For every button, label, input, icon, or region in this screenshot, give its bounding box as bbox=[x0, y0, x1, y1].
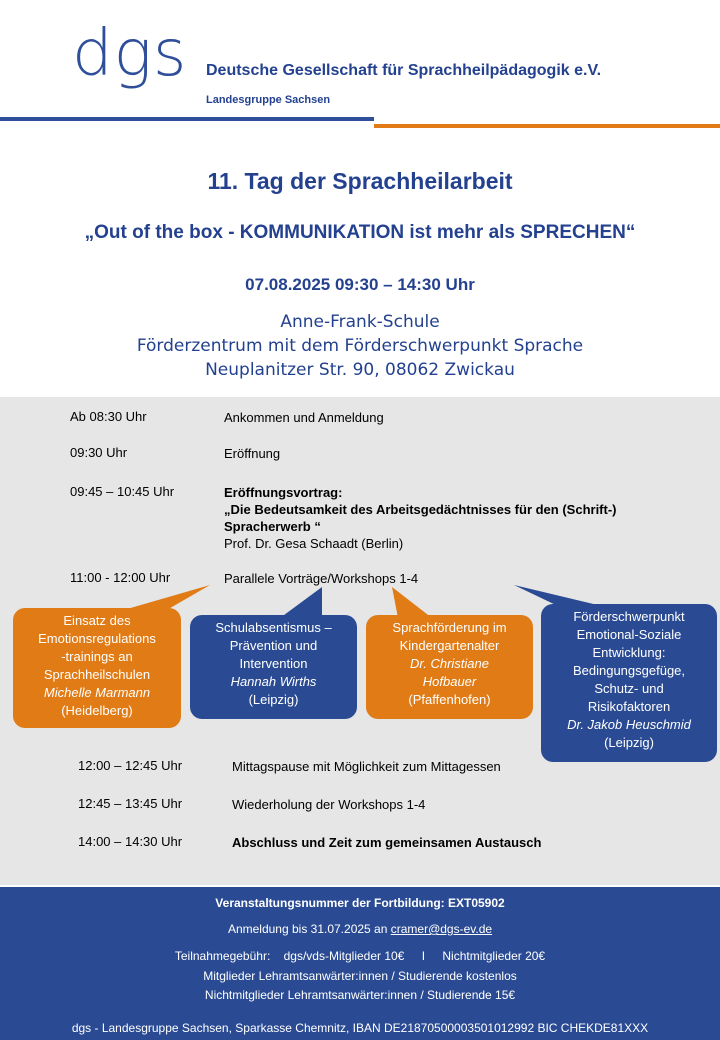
footer-section bbox=[0, 887, 720, 1040]
regional-group: Landesgruppe Sachsen bbox=[206, 94, 331, 106]
registration-text: Anmeldung bis 31.07.2025 an bbox=[227, 922, 391, 936]
item-workshops: Parallele Vorträge/Workshops 1-4 bbox=[224, 571, 419, 586]
workshop-3-place: (Pfaffenhofen) bbox=[408, 692, 491, 707]
workshop-1-line: Emotionsregulations bbox=[38, 631, 156, 646]
workshop-4-presenter: Dr. Jakob Heuschmid bbox=[567, 717, 691, 732]
item-repeat: Wiederholung der Workshops 1-4 bbox=[232, 797, 426, 812]
venue-address: Neuplanitzer Str. 90, 08062 Zwickau bbox=[205, 360, 515, 380]
workshop-3-bubble bbox=[366, 615, 533, 719]
header-divider-blue bbox=[0, 117, 374, 121]
keynote-title-2: Spracherwerb “ bbox=[224, 519, 321, 534]
event-venue bbox=[0, 310, 720, 382]
workshop-4-line: Bedingungsgefüge, bbox=[572, 663, 686, 678]
time-closing: 14:00 – 14:30 Uhr bbox=[78, 834, 183, 849]
event-motto: „Out of the box - KOMMUNIKATION ist mehr als SPRECHEN“ bbox=[84, 222, 636, 243]
workshop-2-place: (Leipzig) bbox=[248, 692, 299, 707]
workshop-2-bubble bbox=[190, 615, 357, 719]
workshop-2-line: Prävention und bbox=[229, 638, 318, 653]
workshop-1-bubble bbox=[13, 608, 181, 728]
workshop-1-line: -trainings an bbox=[61, 649, 133, 664]
registration-email-link[interactable]: cramer@dgs-ev.de bbox=[390, 922, 493, 936]
event-datetime: 07.08.2025 09:30 – 14:30 Uhr bbox=[245, 275, 475, 294]
workshop-4-line: Emotional-Soziale bbox=[576, 627, 682, 642]
event-title: 11. Tag der Sprachheilarbeit bbox=[207, 168, 513, 194]
workshop-4-line: Risikofaktoren bbox=[587, 699, 671, 714]
workshop-2-presenter: Hannah Wirths bbox=[230, 674, 317, 689]
item-closing: Abschluss und Zeit zum gemeinsamen Austausch bbox=[232, 835, 542, 850]
fee-label: Teilnahmegebühr: bbox=[174, 949, 271, 963]
venue-school: Anne-Frank-Schule bbox=[280, 312, 440, 332]
program-section bbox=[0, 397, 720, 885]
fee-members: dgs/vds-Mitglieder 10€ bbox=[283, 949, 405, 963]
workshop-3-presenter: Hofbauer bbox=[422, 674, 477, 689]
keynote-label: Eröffnungsvortrag: bbox=[224, 485, 343, 500]
header-divider-orange bbox=[374, 124, 720, 128]
time-keynote: 09:45 – 10:45 Uhr bbox=[70, 484, 175, 499]
organization-name: Deutsche Gesellschaft für Sprachheilpädagogik e.V. bbox=[206, 62, 602, 79]
venue-center: Förderzentrum mit dem Förderschwerpunkt Sprache bbox=[136, 336, 584, 356]
workshop-3-presenter: Dr. Christiane bbox=[410, 656, 489, 671]
time-workshops: 11:00 - 12:00 Uhr bbox=[70, 570, 171, 585]
workshop-4-place: (Leipzig) bbox=[604, 735, 654, 750]
pointer-workshop-3 bbox=[392, 587, 432, 618]
keynote-title-1: „Die Bedeutsamkeit des Arbeitsgedächtnisses für den (Schrift-) bbox=[224, 502, 617, 517]
fee-line bbox=[0, 949, 720, 963]
bank-details: dgs - Landesgruppe Sachsen, Sparkasse Chemnitz, IBAN DE21870500003501012992 BIC CHEKDE81XXX bbox=[71, 1021, 649, 1035]
pointer-workshop-2 bbox=[280, 587, 322, 618]
workshop-2-line: Schulabsentismus – bbox=[215, 620, 332, 635]
workshop-1-place: (Heidelberg) bbox=[61, 703, 133, 718]
fee-students-nonmembers: Nichtmitglieder Lehramtsanwärter:innen / Studierende 15€ bbox=[204, 988, 516, 1002]
workshop-4-line: Schutz- und bbox=[594, 681, 664, 696]
item-arrival: Ankommen und Anmeldung bbox=[224, 410, 384, 425]
workshop-1-presenter: Michelle Marmann bbox=[43, 685, 151, 700]
fee-separator: I bbox=[421, 949, 426, 963]
item-opening: Eröffnung bbox=[224, 446, 281, 461]
keynote-speaker: Prof. Dr. Gesa Schaadt (Berlin) bbox=[224, 536, 404, 551]
workshop-2-line: Intervention bbox=[239, 656, 308, 671]
workshop-4-line: Entwicklung: bbox=[592, 645, 666, 660]
workshop-3-line: Kindergartenalter bbox=[399, 638, 500, 653]
registration-line bbox=[0, 922, 720, 936]
fee-nonmembers: Nichtmitglieder 20€ bbox=[442, 949, 546, 963]
workshop-4-line: Förderschwerpunkt bbox=[573, 609, 685, 624]
item-keynote bbox=[224, 484, 617, 552]
event-number: Veranstaltungsnummer der Fortbildung: EXT05902 bbox=[215, 896, 505, 910]
time-arrival: Ab 08:30 Uhr bbox=[70, 409, 147, 424]
dgs-logo: dgs bbox=[72, 17, 188, 91]
time-lunch: 12:00 – 12:45 Uhr bbox=[78, 758, 183, 773]
workshop-3-line: Sprachförderung im bbox=[392, 620, 507, 635]
time-opening: 09:30 Uhr bbox=[70, 445, 128, 460]
item-lunch: Mittagspause mit Möglichkeit zum Mittagessen bbox=[232, 759, 501, 774]
workshop-4-bubble bbox=[541, 604, 717, 762]
fee-students-members: Mitglieder Lehramtsanwärter:innen / Studierende kostenlos bbox=[203, 969, 517, 983]
workshop-1-line: Einsatz des bbox=[63, 613, 131, 628]
time-repeat: 12:45 – 13:45 Uhr bbox=[78, 796, 183, 811]
workshop-1-line: Sprachheilschulen bbox=[43, 667, 151, 682]
